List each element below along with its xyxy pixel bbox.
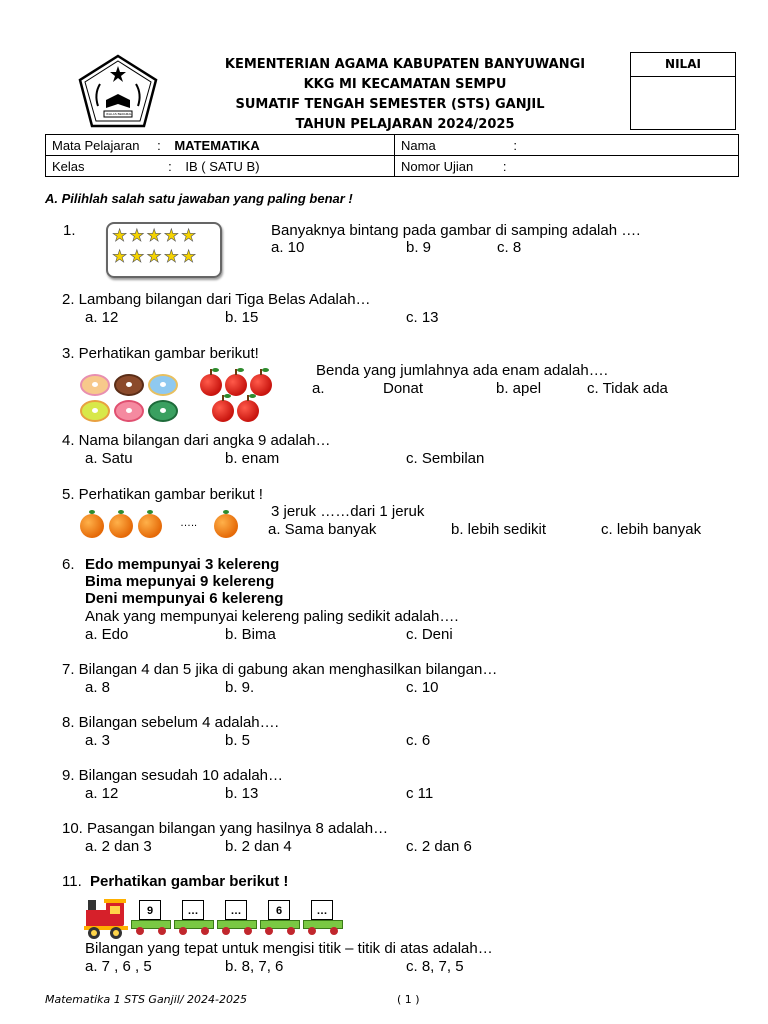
header-school-year: TAHUN PELAJARAN 2024/2025	[295, 117, 515, 132]
q6-option-b[interactable]: b. Bima	[225, 626, 276, 643]
q4-option-c[interactable]: c. Sembilan	[406, 450, 485, 467]
q3-option-b[interactable]: b. apel	[496, 380, 542, 397]
q8-option-a[interactable]: a. 3	[85, 732, 111, 749]
q3-option-a-text[interactable]: Donat	[383, 380, 424, 397]
exam-number-sep: :	[502, 158, 507, 174]
q2-option-a[interactable]: a. 12	[85, 309, 119, 326]
donut-icon	[80, 400, 110, 422]
q1-stars-image	[106, 222, 222, 278]
exam-number-label: Nomor Ujian	[401, 158, 474, 174]
q6-line3: Deni mempunyai 6 kelereng	[85, 590, 284, 607]
q10-text: 10. Pasangan bilangan yang hasilnya 8 adalah…	[62, 820, 389, 837]
q8-option-c[interactable]: c. 6	[406, 732, 431, 749]
subject-cell	[46, 135, 395, 156]
q5-dots: …..	[180, 517, 198, 529]
orange-icon	[109, 514, 133, 538]
q8-option-b[interactable]: b. 5	[225, 732, 251, 749]
donut-icon	[114, 374, 144, 396]
subject-sep: :	[157, 137, 161, 153]
wagon-number: …	[182, 900, 204, 920]
q6-option-a[interactable]: a. Edo	[85, 626, 129, 643]
subject-label: Mata Pelajaran	[52, 137, 140, 153]
class-label: Kelas	[52, 158, 85, 174]
class-cell	[46, 156, 395, 177]
donut-icon	[114, 400, 144, 422]
header-kkg: KKG MI KECAMATAN SEMPU	[303, 77, 507, 92]
class-value: IB ( SATU B)	[185, 158, 260, 174]
name-cell[interactable]	[395, 135, 739, 156]
train-wagon	[303, 900, 343, 934]
q7-option-b[interactable]: b. 9.	[225, 679, 255, 696]
q1-text: Banyaknya bintang pada gambar di samping adalah ….	[271, 222, 641, 239]
train-wagon	[217, 900, 257, 934]
q3-option-a[interactable]: a.	[312, 380, 325, 397]
subject-value: MATEMATIKA	[174, 137, 260, 153]
q7-option-a[interactable]: a. 8	[85, 679, 111, 696]
q10-option-b[interactable]: b. 2 dan 4	[225, 838, 292, 855]
q5-text: 5. Perhatikan gambar berikut !	[62, 486, 263, 503]
q6-number: 6.	[62, 556, 75, 573]
q6-text: Anak yang mempunyai kelereng paling sedikit adalah….	[85, 608, 459, 625]
q11-text: Perhatikan gambar berikut !	[90, 873, 289, 890]
class-sep: :	[168, 158, 172, 174]
train-engine-icon	[84, 896, 130, 940]
q4-option-a[interactable]: a. Satu	[85, 450, 133, 467]
q11-number: 11.	[62, 873, 82, 890]
train-wagon	[260, 900, 300, 934]
q1-option-a[interactable]: a. 10	[271, 239, 305, 256]
name-sep: :	[513, 137, 517, 153]
star-icon-row: ★★★★★	[112, 247, 199, 266]
score-box[interactable]	[630, 52, 736, 130]
apple-icon	[250, 374, 272, 396]
q5-option-c[interactable]: c. lebih banyak	[601, 521, 702, 538]
q2-option-c[interactable]: c. 13	[406, 309, 439, 326]
q11-prompt: Bilangan yang tepat untuk mengisi titik – titik di atas adalah…	[85, 940, 493, 957]
wagon-number: 9	[139, 900, 161, 920]
q5-oranges-image	[80, 512, 245, 540]
q1-number: 1.	[63, 222, 76, 239]
orange-icon	[80, 514, 104, 538]
q6-line2: Bima mepunyai 9 kelereng	[85, 573, 275, 590]
apple-icon	[237, 400, 259, 422]
apple-icon	[225, 374, 247, 396]
q3-prompt: Benda yang jumlahnya ada enam adalah….	[316, 362, 608, 379]
q3-apples-image	[198, 372, 278, 424]
identity-table	[45, 134, 739, 177]
school-logo	[76, 54, 160, 130]
header-exam-title: SUMATIF TENGAH SEMESTER (STS) GANJIL	[235, 97, 545, 112]
q5-option-b[interactable]: b. lebih sedikit	[451, 521, 547, 538]
q6-option-c[interactable]: c. Deni	[406, 626, 453, 643]
q7-text: 7. Bilangan 4 dan 5 jika di gabung akan menghasilkan bilangan…	[62, 661, 498, 678]
orange-icon	[214, 514, 238, 538]
q5-prompt: 3 jeruk ……dari 1 jeruk	[271, 503, 425, 520]
q10-option-c[interactable]: c. 2 dan 6	[406, 838, 472, 855]
section-a-instruction: A. Pilihlah salah satu jawaban yang paling benar !	[45, 191, 353, 206]
q9-option-b[interactable]: b. 13	[225, 785, 259, 802]
wagon-number: 6	[268, 900, 290, 920]
q6-line1: Edo mempunyai 3 kelereng	[85, 556, 280, 573]
q11-train-image	[84, 896, 346, 940]
q11-option-b[interactable]: b. 8, 7, 6	[225, 958, 284, 975]
q9-option-a[interactable]: a. 12	[85, 785, 119, 802]
footer-subject: Matematika 1 STS Ganjil/ 2024-2025	[45, 993, 247, 1006]
apple-icon	[200, 374, 222, 396]
q3-text: 3. Perhatikan gambar berikut!	[62, 345, 259, 362]
name-label: Nama	[401, 137, 436, 153]
wagon-number: …	[225, 900, 247, 920]
q3-option-c[interactable]: c. Tidak ada	[587, 380, 668, 397]
apple-icon	[212, 400, 234, 422]
train-wagon	[174, 900, 214, 934]
q1-option-c[interactable]: c. 8	[497, 239, 522, 256]
header-ministry: KEMENTERIAN AGAMA KABUPATEN BANYUWANGI	[224, 57, 586, 72]
score-box-label: NILAI	[631, 53, 735, 77]
donut-icon	[148, 400, 178, 422]
star-icon-row: ★★★★★	[112, 226, 199, 245]
q4-option-b[interactable]: b. enam	[225, 450, 280, 467]
logo-motto: IKHLAS BERAMAL	[106, 112, 132, 116]
q5-option-a[interactable]: a. Sama banyak	[268, 521, 377, 538]
q7-option-c[interactable]: c. 10	[406, 679, 439, 696]
train-wagon	[131, 900, 171, 934]
q11-option-a[interactable]: a. 7 , 6 , 5	[85, 958, 152, 975]
donut-icon	[148, 374, 178, 396]
q9-option-c[interactable]: c 11	[406, 785, 434, 802]
wagon-number: …	[311, 900, 333, 920]
q3-donuts-image	[78, 372, 184, 422]
q10-option-a[interactable]: a. 2 dan 3	[85, 838, 152, 855]
q2-option-b[interactable]: b. 15	[225, 309, 259, 326]
exam-number-cell[interactable]	[395, 156, 739, 177]
footer-page-number: ( 1 )	[397, 993, 420, 1006]
q11-option-c[interactable]: c. 8, 7, 5	[406, 958, 464, 975]
q4-text: 4. Nama bilangan dari angka 9 adalah…	[62, 432, 331, 449]
q1-option-b[interactable]: b. 9	[406, 239, 432, 256]
q8-text: 8. Bilangan sebelum 4 adalah….	[62, 714, 279, 731]
donut-icon	[80, 374, 110, 396]
q2-text: 2. Lambang bilangan dari Tiga Belas Adalah…	[62, 291, 371, 308]
q9-text: 9. Bilangan sesudah 10 adalah…	[62, 767, 284, 784]
orange-icon	[138, 514, 162, 538]
